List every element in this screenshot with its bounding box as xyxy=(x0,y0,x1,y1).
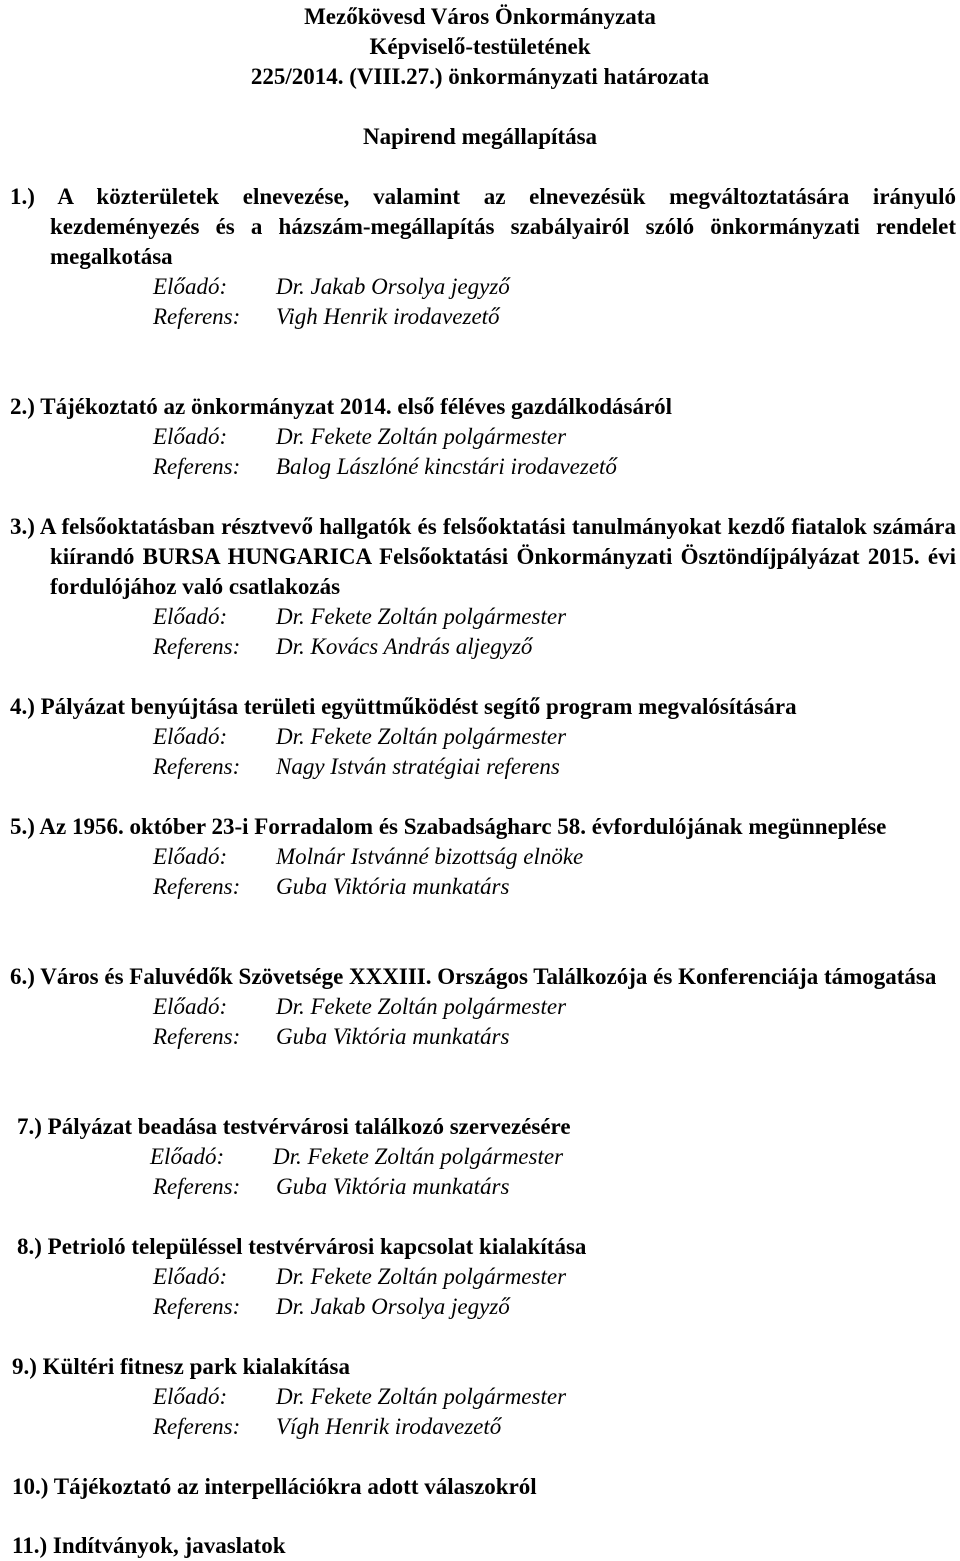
referent-name: Vígh Henrik irodavezető xyxy=(276,1414,502,1439)
referent-name: Dr. Jakab Orsolya jegyző xyxy=(276,1294,510,1319)
referent-label: Referens: xyxy=(153,1294,241,1319)
referent-label: Referens: xyxy=(153,1174,241,1199)
body-name: Képviselő-testületének xyxy=(369,34,591,59)
presenter-label: Előadó: xyxy=(153,424,228,449)
referent-label: Referens: xyxy=(153,1414,241,1439)
agenda-item xyxy=(10,392,956,482)
resolution-number: 225/2014. (VIII.27.) önkormányzati határozata xyxy=(250,64,710,89)
referent-label: Referens: xyxy=(153,634,241,659)
agenda-item-number: 6.) xyxy=(10,964,35,989)
agenda-item-title xyxy=(10,182,956,272)
presenter-row xyxy=(153,1382,956,1412)
agenda-item-text: Tájékoztató az önkormányzat 2014. első féléves gazdálkodásáról xyxy=(40,394,673,419)
agenda-item xyxy=(10,692,956,782)
referent-row xyxy=(153,452,956,482)
presenter-name: Molnár Istvánné bizottság elnöke xyxy=(276,844,584,869)
agenda-item xyxy=(17,1232,956,1322)
referent-name: Vigh Henrik irodavezető xyxy=(276,304,500,329)
presenter-name: Dr. Fekete Zoltán polgármester xyxy=(276,994,567,1019)
presenter-label: Előadó: xyxy=(150,1144,225,1169)
agenda-item-title xyxy=(10,512,957,602)
agenda-item-title xyxy=(17,1232,956,1262)
agenda-item-number: 2.) xyxy=(10,394,35,419)
agenda-item xyxy=(10,512,957,662)
agenda-item-number: 1.) xyxy=(10,184,35,209)
presenter-name: Dr. Fekete Zoltán polgármester xyxy=(276,1384,567,1409)
referent-name: Guba Viktória munkatárs xyxy=(276,1024,510,1049)
agenda-item xyxy=(12,1472,956,1502)
agenda-item-text: A közterületek elnevezése, valamint az elnevezésük megváltoztatására irányuló kezdeményezés és a házszám-megállapítás szabályairól szóló önkormányzati rendelet megalkotása xyxy=(50,184,956,269)
agenda-item xyxy=(17,1112,956,1202)
referent-row xyxy=(153,872,956,902)
resolution-subject: Napirend megállapítása xyxy=(362,124,598,149)
agenda-item-number: 4.) xyxy=(10,694,35,719)
referent-row xyxy=(153,752,956,782)
presenter-label: Előadó: xyxy=(153,844,228,869)
presenter-row xyxy=(150,1142,956,1172)
agenda-item xyxy=(10,182,956,332)
referent-label: Referens: xyxy=(153,754,241,779)
agenda-item-title xyxy=(10,692,956,722)
presenter-name: Dr. Jakab Orsolya jegyző xyxy=(276,274,510,299)
agenda-item-text: Indítványok, javaslatok xyxy=(52,1533,286,1558)
agenda-item-title xyxy=(12,1531,956,1561)
referent-row xyxy=(153,632,956,662)
presenter-label: Előadó: xyxy=(153,724,228,749)
presenter-label: Előadó: xyxy=(153,1264,228,1289)
referent-label: Referens: xyxy=(153,1024,241,1049)
agenda-item-title xyxy=(10,392,956,422)
referent-label: Referens: xyxy=(153,874,241,899)
referent-row xyxy=(153,1022,956,1052)
presenter-label: Előadó: xyxy=(153,274,228,299)
agenda-item xyxy=(12,1352,956,1442)
presenter-row xyxy=(153,842,956,872)
presenter-row xyxy=(153,722,956,752)
agenda-item-number: 9.) xyxy=(12,1354,37,1379)
agenda-item-text: Az 1956. október 23-i Forradalom és Szabadságharc 58. évfordulójának megünneplése xyxy=(39,814,887,839)
presenter-name: Dr. Fekete Zoltán polgármester xyxy=(273,1144,564,1169)
agenda-item-number: 10.) xyxy=(12,1474,49,1499)
presenter-label: Előadó: xyxy=(153,994,228,1019)
presenter-row xyxy=(153,602,956,632)
presenter-name: Dr. Fekete Zoltán polgármester xyxy=(276,724,567,749)
presenter-row xyxy=(153,1262,956,1292)
agenda-item-number: 11.) xyxy=(12,1533,48,1558)
agenda-item-text: Pályázat beadása testvérvárosi találkozó szervezésére xyxy=(47,1114,571,1139)
presenter-label: Előadó: xyxy=(153,604,228,629)
presenter-name: Dr. Fekete Zoltán polgármester xyxy=(276,1264,567,1289)
referent-name: Guba Viktória munkatárs xyxy=(276,1174,510,1199)
agenda-item xyxy=(10,812,956,902)
agenda-item-number: 8.) xyxy=(17,1234,42,1259)
referent-name: Balog Lászlóné kincstári irodavezető xyxy=(276,454,617,479)
agenda-item-text: Város és Faluvédők Szövetsége XXXIII. Országos Találkozója és Konferenciája támogatása xyxy=(40,964,937,989)
referent-label: Referens: xyxy=(153,454,241,479)
referent-name: Guba Viktória munkatárs xyxy=(276,874,510,899)
agenda-item-text: A felsőoktatásban résztvevő hallgatók és felsőoktatási tanulmányokat kezdő fiatalok számára kiírandó BURSA HUNGARICA Felsőoktatási Önkormányzati Ösztöndíjpályázat 2015. évi fordulójához való csatlakozás xyxy=(39,514,957,599)
agenda-item-title xyxy=(12,1352,956,1382)
agenda-item-title xyxy=(12,1472,956,1502)
agenda-item xyxy=(12,1531,956,1561)
municipality-name: Mezőkövesd Város Önkormányzata xyxy=(304,4,656,29)
presenter-row xyxy=(153,272,956,302)
agenda-item-number: 5.) xyxy=(10,814,35,839)
referent-label: Referens: xyxy=(153,304,241,329)
referent-row xyxy=(153,302,956,332)
presenter-name: Dr. Fekete Zoltán polgármester xyxy=(276,604,567,629)
presenter-row xyxy=(153,992,956,1022)
agenda-item-text: Tájékoztató az interpellációkra adott válaszokról xyxy=(53,1474,537,1499)
presenter-name: Dr. Fekete Zoltán polgármester xyxy=(276,424,567,449)
referent-row xyxy=(153,1172,956,1202)
agenda-item-text: Pályázat benyújtása területi együttműködést segítő program megvalósítására xyxy=(40,694,797,719)
agenda-item-title xyxy=(17,1112,956,1142)
presenter-row xyxy=(153,422,956,452)
referent-name: Nagy István stratégiai referens xyxy=(276,754,560,779)
referent-row xyxy=(153,1412,956,1442)
agenda-item-number: 7.) xyxy=(17,1114,42,1139)
referent-row xyxy=(153,1292,956,1322)
agenda-item-title xyxy=(10,812,956,842)
agenda-item-text: Kültéri fitnesz park kialakítása xyxy=(42,1354,350,1379)
agenda-item-title xyxy=(10,962,956,992)
presenter-label: Előadó: xyxy=(153,1384,228,1409)
agenda-item xyxy=(10,962,956,1052)
agenda-item-text: Petrioló településsel testvérvárosi kapcsolat kialakítása xyxy=(47,1234,587,1259)
referent-name: Dr. Kovács András aljegyző xyxy=(276,634,533,659)
agenda-item-number: 3.) xyxy=(10,514,35,539)
